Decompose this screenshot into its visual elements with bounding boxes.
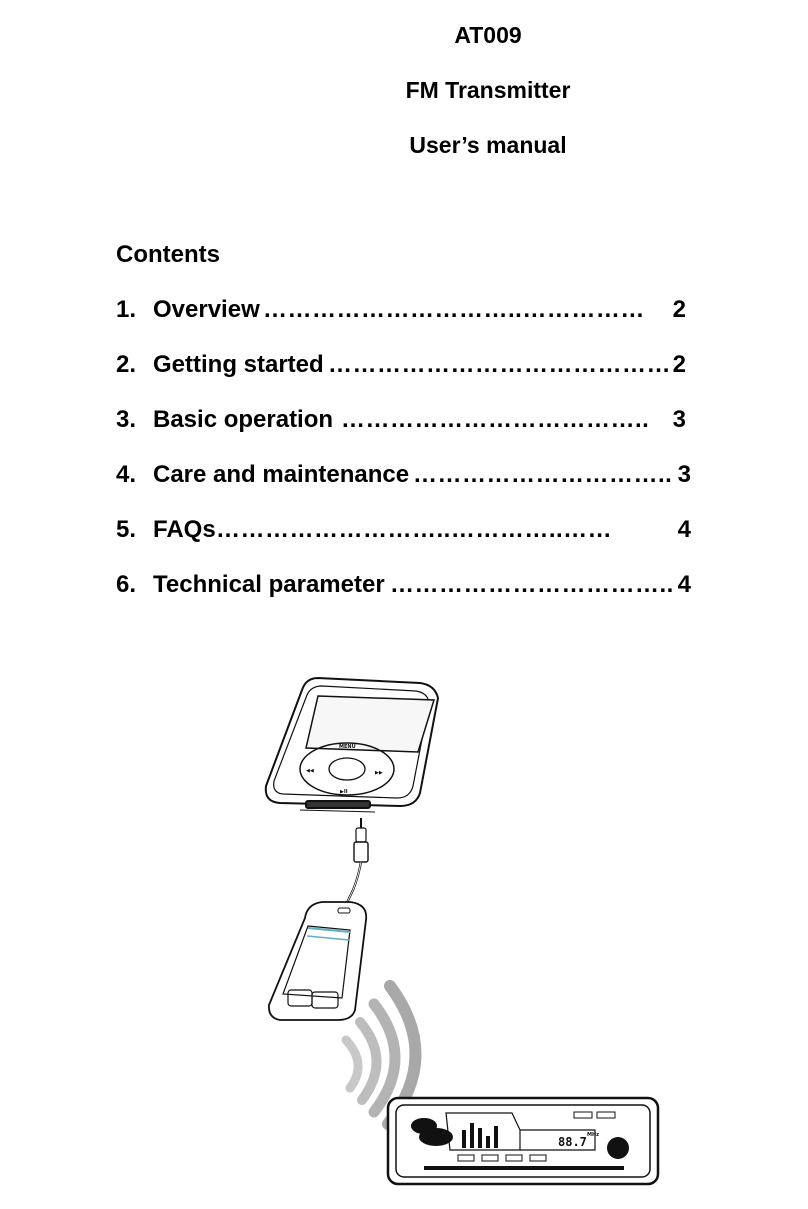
toc-page-number: 3 [677, 461, 691, 488]
toc-title: Technical parameter [153, 571, 385, 598]
toc-leader-dots: ………………………..…………..…… [216, 516, 613, 543]
toc-number: 4. [116, 461, 137, 488]
toc-page-number: 4 [677, 516, 691, 543]
car-radio-image [388, 1098, 658, 1184]
toc-entry-overview [116, 295, 691, 325]
toc-entry-care-and-maintenance [116, 460, 691, 490]
toc-number: 5. [116, 516, 137, 543]
toc-page-number: 2 [672, 351, 686, 378]
fm-transmitter-image [269, 902, 366, 1020]
toc-number: 6. [116, 571, 137, 598]
radio-frequency-readout: 88.7 [558, 1135, 587, 1149]
toc-title: Overview [153, 296, 260, 323]
svg-text:◀◀: ◀◀ [306, 768, 314, 774]
svg-text:MHz: MHz [587, 1132, 600, 1138]
fm-transmitter-illustration [250, 668, 670, 1188]
toc-page-number: 4 [677, 571, 691, 598]
toc-number: 2. [116, 351, 137, 378]
toc-leader-dots: …………………………..…………… [263, 296, 645, 323]
toc-title: Getting started [153, 351, 324, 378]
product-name: FM Transmitter [405, 77, 571, 103]
toc-entry-technical-parameter [116, 570, 691, 600]
audio-cable-image [344, 818, 368, 910]
toc-leader-dots: ………………………….. [413, 461, 673, 488]
toc-entry-getting-started [116, 350, 691, 380]
svg-text:MENU: MENU [339, 744, 356, 750]
toc-leader-dots: …………………………………… [328, 351, 671, 378]
toc-leader-dots: …………………………….. [390, 571, 674, 598]
model-number: AT009 [454, 22, 522, 48]
toc-number: 1. [116, 296, 137, 323]
media-player-image [266, 678, 438, 812]
svg-text:▶▶: ▶▶ [375, 770, 383, 776]
toc-title: Basic operation [153, 406, 334, 433]
toc-page-number: 3 [672, 406, 686, 433]
toc-leader-dots: ……………………………….. [341, 406, 650, 433]
toc-number: 3. [116, 406, 137, 433]
toc-title: Care and maintenance [153, 461, 410, 488]
svg-text:▶II: ▶II [340, 789, 348, 795]
toc-page-number: 2 [672, 296, 686, 323]
toc-title: FAQs [153, 516, 216, 543]
toc-entry-basic-operation [116, 405, 691, 435]
document-type: User’s manual [409, 132, 567, 158]
contents-heading: Contents [116, 241, 220, 268]
toc-entry-faqs [116, 515, 691, 545]
